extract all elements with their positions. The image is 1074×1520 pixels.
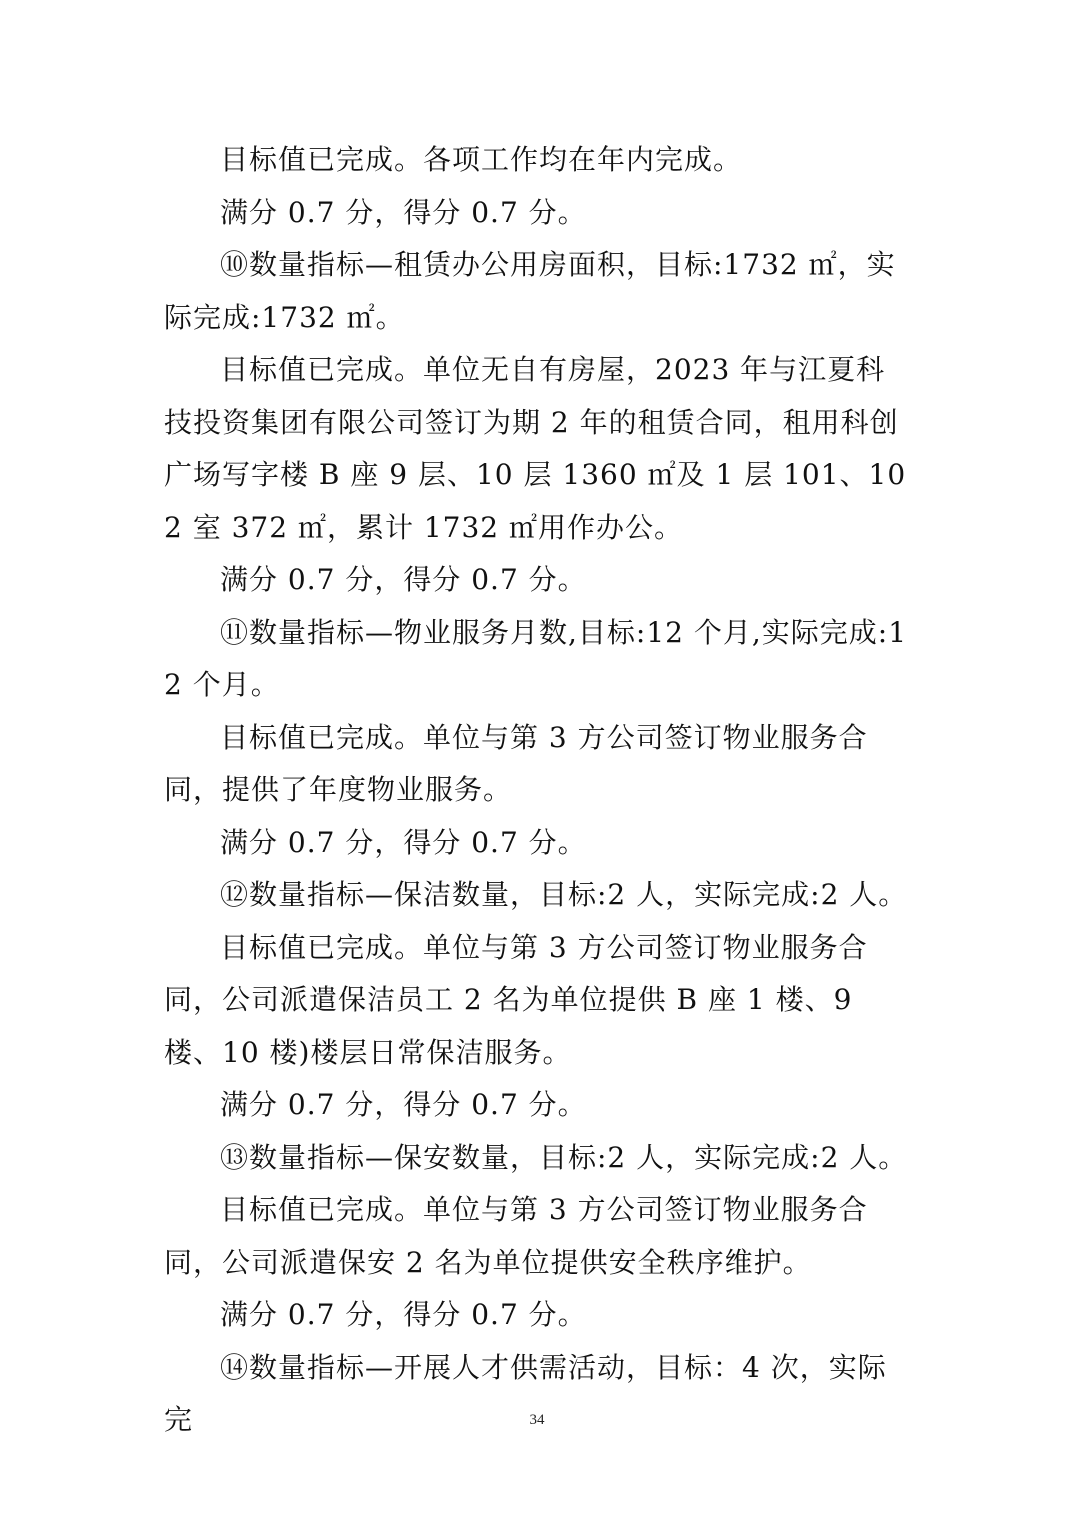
paragraph-15: ⑭数量指标—开展人才供需活动，目标：4 次，实际完: [164, 1350, 887, 1436]
body-text: [164, 134, 912, 1447]
paragraph-2: 满分 0.7 分，得分 0.7 分。: [220, 195, 587, 229]
paragraph-5: 满分 0.7 分，得分 0.7 分。: [220, 563, 587, 596]
paragraph-9: ⑫数量指标—保洁数量，目标:2 人，实际完成:2 人。: [220, 878, 908, 911]
paragraph-13: 目标值已完成。单位与第 3 方公司签订物业服务合同，公司派遣保安 2 名为单位提供安全秩序维护。: [164, 1193, 868, 1279]
paragraph-8: 满分 0.7 分，得分 0.7 分。: [220, 825, 587, 859]
paragraph-6: ⑪数量指标—物业服务月数,目标:12 个月,实际完成:12 个月。: [164, 615, 908, 701]
paragraph-12: ⑬数量指标—保安数量，目标:2 人，实际完成:2 人。: [220, 1140, 908, 1174]
paragraph-14: 满分 0.7 分，得分 0.7 分。: [220, 1298, 587, 1331]
paragraph-4: 目标值已完成。单位无自有房屋，2023 年与江夏科技投资集团有限公司签订为期 2 年的租赁合同，租用科创广场写字楼 B 座 9 层、10 层 1360 ㎡及 1 层 101、102 室 372 ㎡，累计 1732 ㎡用作办公。: [164, 353, 907, 544]
paragraph-7: 目标值已完成。单位与第 3 方公司签订物业服务合同，提供了年度物业服务。: [164, 720, 868, 806]
page-number: 34: [529, 1412, 545, 1428]
paragraph-1: 目标值已完成。各项工作均在年内完成。: [220, 143, 743, 176]
paragraph-10: 目标值已完成。单位与第 3 方公司签订物业服务合同，公司派遣保洁员工 2 名为单位提供 B 座 1 楼、9 楼、10 楼)楼层日常保洁服务。: [164, 930, 868, 1069]
paragraph-3: ⑩数量指标—租赁办公用房面积，目标:1732 ㎡，实际完成:1732 ㎡。: [164, 248, 896, 334]
paragraph-11: 满分 0.7 分，得分 0.7 分。: [220, 1088, 587, 1121]
